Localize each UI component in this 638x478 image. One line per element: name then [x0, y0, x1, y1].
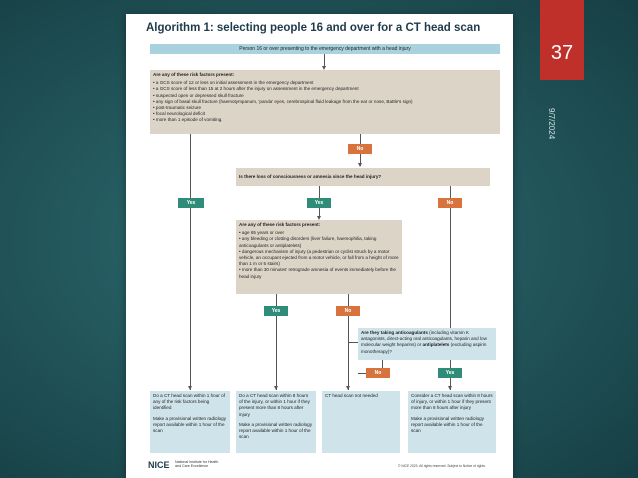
no-label: No — [366, 368, 390, 378]
risk-factors-box-2 — [236, 220, 402, 294]
outcome-ct-1-hour — [150, 391, 230, 453]
question-4-bold-2: antiplatelets — [422, 342, 450, 348]
arrow-icon — [358, 163, 362, 167]
connector — [348, 342, 358, 343]
question-3: Are any of these risk factors present: — [239, 222, 321, 227]
nice-logo: NICE — [148, 460, 170, 470]
question-1: Are any of these risk factors present: — [153, 72, 235, 77]
yes-label: Yes — [178, 198, 204, 208]
no-label: No — [438, 198, 462, 208]
slide-date: 9/7/2024 — [547, 108, 556, 140]
outcome-text: Do a CT head scan within 1 hour of any of the risk factors being identified — [153, 393, 225, 411]
arrow-icon — [346, 386, 350, 390]
list-item: • a GCS score of 12 or less on initial assessment in the emergency department — [153, 80, 314, 86]
list-item: • any bleeding or clotting disorders (liver failure, haemophilia, taking anticoagulants or antiplatelets) — [239, 236, 377, 248]
list-item: • suspected open or depressed skull fracture — [153, 92, 244, 98]
question-4-end: (excluding aspirin monotherapy)? — [361, 342, 487, 354]
outcome-note: Make a provisional written radiology report available within 1 hour of the scan — [239, 421, 313, 440]
question-4-text: (including vitamin K antagonists, direct-acting oral anticoagulants, heparin and low molecular weight heparins) or — [361, 330, 487, 348]
outcome-note: Make a provisional written radiology report available within 1 hour of the scan — [153, 415, 227, 433]
anticoagulants-question — [358, 328, 496, 360]
nice-org-name: National Institute for Health and Care Excellence — [175, 460, 219, 469]
list-item: • dangerous mechanism of injury (a pedestrian or cyclist struck by a motor vehicle, an occupant ejected from a motor vehicle, or fall from a height of more than 1 m or 5 stairs) — [239, 248, 399, 267]
connector — [190, 134, 191, 390]
question-4-bold: Are they taking anticoagulants — [361, 330, 428, 335]
yes-label: Yes — [438, 368, 462, 378]
list-item: • more than 30 minutes' retrograde amnesia of events immediately before the head injury — [239, 267, 396, 279]
list-item: • a GCS score of less than 15 at 2 hours after the injury on assessment in the emergency department — [153, 86, 359, 92]
no-label: No — [348, 144, 372, 154]
loc-amnesia-question — [236, 168, 490, 186]
connector — [358, 373, 366, 374]
risk-factors-box-1 — [150, 70, 500, 134]
yes-label: Yes — [264, 306, 288, 316]
yes-label: Yes — [307, 198, 331, 208]
slide-number-accent — [540, 0, 584, 80]
document-title: Algorithm 1: selecting people 16 and over for a CT head scan — [146, 22, 481, 34]
arrow-icon — [448, 386, 452, 390]
outcome-text: Do a CT head scan within 8 hours of the injury, or within 1 hour if they present more than 8 hours after injury — [239, 393, 310, 417]
no-label: No — [336, 306, 360, 316]
connector — [382, 360, 383, 368]
flowchart-document — [126, 14, 513, 478]
outcome-note: Make a provisional written radiology report available within 1 hour of the scan — [411, 415, 485, 433]
list-item: • more than 1 episode of vomiting. — [153, 117, 223, 123]
start-box — [150, 44, 500, 54]
copyright-note: © NICE 2023. All rights reserved. Subject to Notice of rights. — [398, 464, 486, 468]
arrow-icon — [274, 386, 278, 390]
outcome-text: Consider a CT head scan within 8 hours of injury, or within 1 hour if they present more than 8 hours after injury — [411, 393, 493, 411]
slide-number: 37 — [550, 42, 574, 64]
outcome-ct-8-hours — [236, 391, 316, 453]
outcome-text: CT head scan not needed — [325, 393, 378, 398]
outcome-no-ct — [322, 391, 400, 453]
question-2: Is there loss of consciousness or amnesia since the head injury? — [239, 174, 382, 179]
list-item: • age 65 years or over — [239, 230, 285, 236]
list-item: • focal neurological deficit — [153, 111, 205, 117]
arrow-icon — [188, 386, 192, 390]
list-item: • post-traumatic seizure — [153, 104, 202, 110]
outcome-consider-ct — [408, 391, 496, 453]
start-text: Person 16 or over presenting to the emergency department with a head injury — [239, 46, 411, 52]
list-item: • any sign of basal skull fracture (haemotympanum, 'panda' eyes, cerebrospinal fluid leakage from the ear or nose, Battle's sign) — [153, 98, 413, 104]
